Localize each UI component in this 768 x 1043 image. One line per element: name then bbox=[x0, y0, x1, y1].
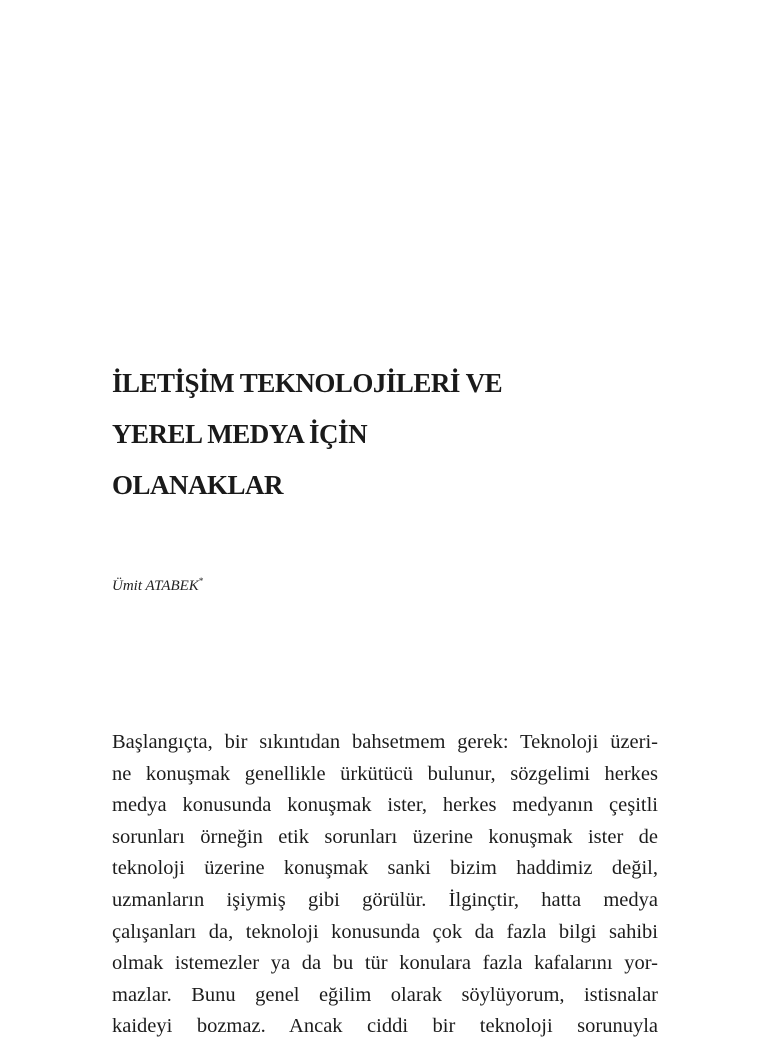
author-footnote-mark: * bbox=[198, 576, 204, 586]
article-title-line: YEREL MEDYA İÇİN bbox=[112, 419, 368, 449]
body-line: Başlangıçta, bir sıkıntıdan bahsetmem gerek: Teknoloji üzeri- bbox=[112, 731, 658, 753]
article-title bbox=[112, 358, 632, 511]
article-title-line: OLANAKLAR bbox=[112, 470, 284, 500]
body-line: uzmanların işiymiş gibi görülür. İlginçtir, hatta medya bbox=[112, 888, 658, 911]
body-line: sorunları örneğin etik sorunları üzerine konuşmak ister de bbox=[112, 825, 658, 848]
body-line: ne konuşmak genellikle ürkütücü bulunur, sözgelimi herkes bbox=[112, 762, 658, 785]
article-body bbox=[112, 727, 658, 1043]
author-byline bbox=[112, 578, 203, 595]
body-line: mazlar. Bunu genel eğilim olarak söylüyorum, istisnalar bbox=[112, 983, 658, 1006]
author-name: Ümit ATABEK bbox=[112, 578, 199, 594]
body-line: çalışanları da, teknoloji konusunda çok da fazla bilgi sahibi bbox=[112, 920, 658, 943]
article-title-line: İLETİŞİM TEKNOLOJİLERİ VE bbox=[112, 368, 503, 398]
body-line: teknoloji üzerine konuşmak sanki bizim haddimiz değil, bbox=[112, 857, 658, 880]
body-line: olmak istemezler ya da bu tür konulara fazla kafalarını yor- bbox=[112, 952, 658, 975]
body-line: medya konusunda konuşmak ister, herkes medyanın çeşitli bbox=[112, 794, 658, 817]
body-line: kaideyi bozmaz. Ancak ciddi bir teknoloji sorunuyla bbox=[112, 1015, 658, 1038]
